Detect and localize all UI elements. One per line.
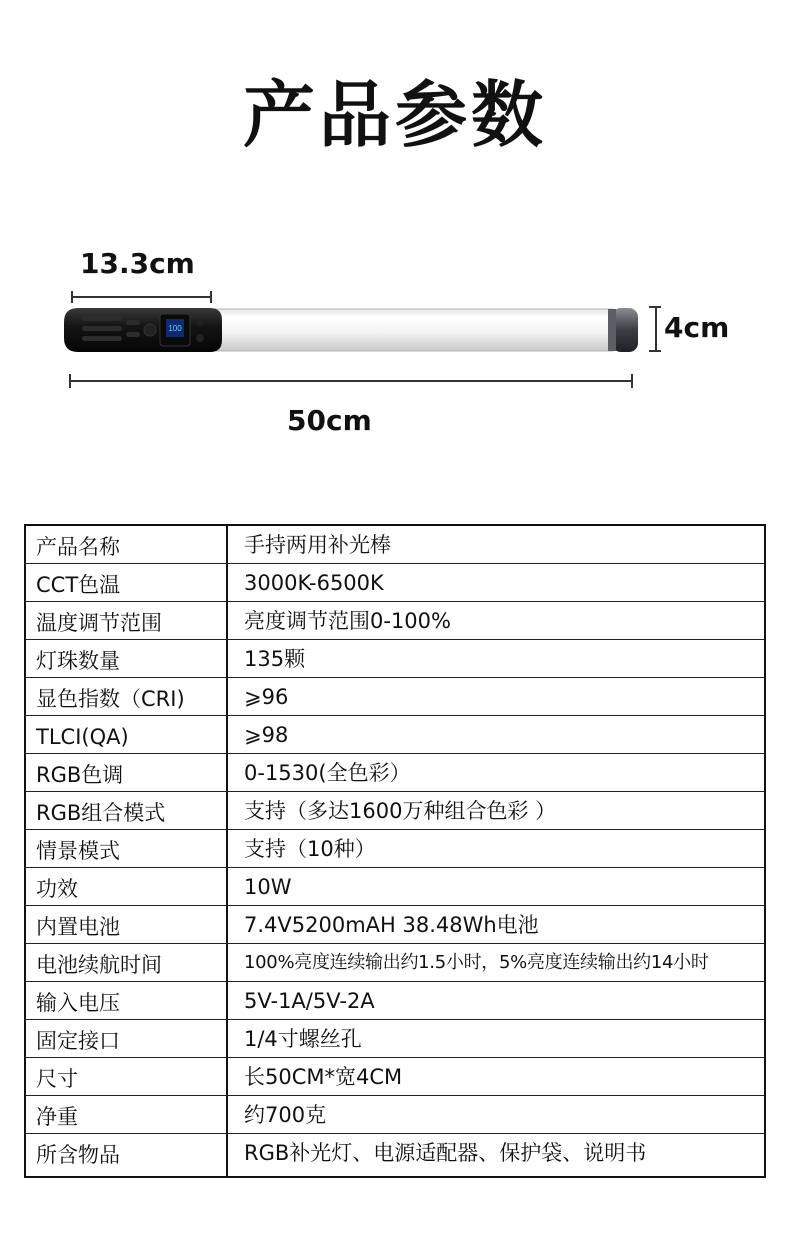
spec-value: 7.4V5200mAH 38.48Wh电池 [244,913,539,937]
spec-name: 电池续航时间 [36,953,162,977]
table-row [26,1134,764,1172]
table-row [26,640,764,678]
spec-name: 内置电池 [36,915,120,939]
spec-name: 产品名称 [36,535,120,559]
table-row [26,830,764,868]
spec-value: 支持（10种） [244,837,376,861]
spec-value: 支持（多达1600万种组合色彩 ） [244,799,557,823]
table-row [26,564,764,602]
spec-name: 灯珠数量 [36,649,120,673]
spec-name: 功效 [36,877,78,901]
spec-value: 1/4寸螺丝孔 [244,1027,362,1051]
total-length-label: 50cm [287,404,372,437]
spec-name: 温度调节范围 [36,611,162,635]
spec-value: 长50CM*宽4CM [244,1065,403,1089]
spec-table [24,524,766,1178]
spec-value: 135颗 [244,647,306,671]
spec-name: 净重 [36,1105,78,1129]
page-title: 产品参数 [242,73,547,157]
table-row [26,754,764,792]
spec-name: 情景模式 [36,839,120,863]
spec-value: RGB补光灯、电源适配器、保护袋、说明书 [244,1141,647,1165]
svg-text:100: 100 [168,324,182,333]
spec-value: ⩾96 [244,685,289,709]
handle-length-label: 13.3cm [80,247,195,280]
diameter-tick-top [649,306,661,308]
table-row [26,716,764,754]
table-row [26,1020,764,1058]
diameter-tick-bottom [649,350,661,352]
spec-value: 0-1530(全色彩） [244,761,411,785]
diameter-label: 4cm [664,311,730,344]
table-row [26,678,764,716]
spec-name: 输入电压 [36,991,120,1015]
spec-name: 固定接口 [36,1029,120,1053]
spec-value: ⩾98 [244,723,289,747]
table-row [26,1058,764,1096]
spec-value: 3000K-6500K [244,571,384,595]
spec-name: RGB组合模式 [36,801,166,825]
spec-value: 手持两用补光棒 [244,533,391,557]
table-row [26,602,764,640]
spec-value: 亮度调节范围0-100% [244,609,451,633]
table-row [26,792,764,830]
handle-length-line [71,296,211,298]
table-row [26,868,764,906]
spec-value: 5V-1A/5V-2A [244,989,375,1013]
total-length-line [70,380,633,382]
total-length-tick-right [631,374,633,388]
table-row [26,526,764,564]
spec-name: 尺寸 [36,1067,78,1091]
light-wand-image [60,300,650,360]
spec-value: 约700克 [244,1103,327,1127]
table-row [26,1096,764,1134]
spec-name: 显色指数（CRI) [36,687,185,711]
spec-name: TLCI(QA) [36,725,129,749]
spec-name: 所含物品 [36,1143,120,1167]
total-length-tick-left [69,374,71,388]
spec-name: CCT色温 [36,573,121,597]
diameter-line [655,306,657,352]
spec-name: RGB色调 [36,763,124,787]
table-row [26,906,764,944]
table-row [26,944,764,982]
spec-value: 100%亮度连续输出约1.5小时，5%亮度连续输出约14小时 [244,952,709,973]
spec-value: 10W [244,875,292,899]
table-row [26,982,764,1020]
